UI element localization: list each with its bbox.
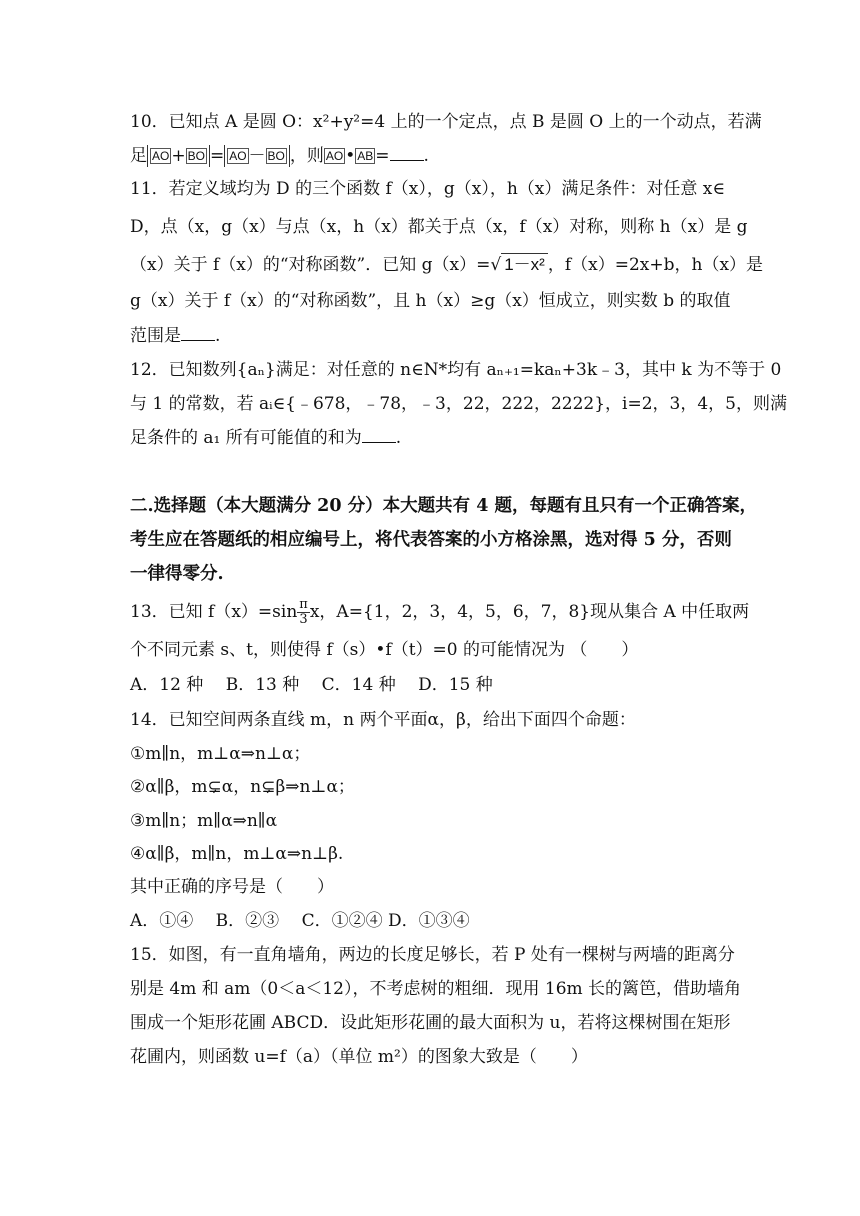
section-heading-line-3: 一律得零分. [130,564,224,584]
q13-line-1 [130,598,749,627]
q13-text: x，A={1，2，3，4，5，6，7，8}现从集合 A 中任取两 [309,602,750,622]
section-heading-line-2: 考生应在答题纸的相应编号上，将代表答案的小方格涂黑，选对得 5 分，否则 [130,530,732,550]
q11-line-1: 11．若定义域均为 D 的三个函数 f（x），g（x），h（x）满足条件：对任意 x∈ [130,179,725,199]
q14-proposition-2: ②α∥β，m⊊α，n⊊β⇒n⊥α； [130,777,355,797]
answer-blank [390,146,424,161]
vector-ao: AO [152,149,170,163]
vector-ao: AO [229,149,247,163]
q13-line-2: 个不同元素 s、t，则使得 f（s）•f（t）=0 的可能情况为 （ ） [130,640,639,660]
q12-line-1: 12．已知数列{aₙ}满足：对任意的 n∈N*均有 aₙ₊₁=kaₙ+3k﹣3，其中 k 为不等于 0 [130,360,782,380]
sqrt-expression: 1－x² [501,253,548,276]
q11-line-3 [130,253,763,276]
q12-line-3: 足条件的 a₁ 所有可能值的和为 . [130,428,402,448]
q12-line-2: 与 1 的常数，若 aᵢ∈{﹣678，﹣78，﹣3，22，222，2222}，i=2，3，4，5，则满 [130,394,787,414]
q13-text: 13．已知 f（x）=sin [130,602,298,622]
q15-line-1: 15．如图，有一直角墙角，两边的长度足够长，若 P 处有一棵树与两墙的距离分 [130,945,735,965]
q14-proposition-1: ①m∥n，m⊥α⇒n⊥α； [130,744,311,764]
q15-line-2: 别是 4m 和 am（0＜a＜12），不考虑树的粗细．现用 16m 长的篱笆，借助墙角 [130,979,742,999]
vector-bo: BO [267,149,285,163]
q11-text: 范围是 [130,326,181,346]
section-heading-line-1: 二.选择题（本大题满分 20 分）本大题共有 4 题，每题有且只有一个正确答案， [130,496,757,516]
q11-line-5: 范围是 . [130,326,221,346]
q10-line-2: 足 AO + BO = AO － BO ，则 AO • AB = . [130,146,429,166]
q10-abs-diff: AO － BO [224,145,290,167]
q14-options: A．①④ B．②③ C．①②④ D．①③④ [130,911,470,931]
q10-abs-sum: AO + BO [147,145,210,167]
vector-ao: AO [325,149,344,163]
vector-ab: AB [357,149,374,163]
sqrt-sign-icon: √ [490,255,502,275]
q14-proposition-4: ④α∥β，m∥n，m⊥α⇒n⊥β. [130,844,344,864]
q10-text: 足 [130,146,147,166]
q11-text: （x）关于 f（x）的“对称函数”．已知 g（x）= [130,255,491,275]
q11-line-2: D，点（x，g（x）与点（x，h（x）都关于点（x，f（x）对称，则称 h（x）是 g [130,217,748,237]
q15-line-4: 花圃内，则函数 u=f（a）（单位 m²）的图象大致是（ ） [130,1047,588,1067]
q12-text: 足条件的 a₁ 所有可能值的和为 [130,428,362,448]
answer-blank [181,326,215,341]
vector-bo: BO [187,149,205,163]
q10-text: = [375,146,390,166]
q11-line-4: g（x）关于 f（x）的“对称函数”，且 h（x）≥g（x）恒成立，则实数 b 的取值 [130,291,731,311]
fraction-numerator: π [299,597,308,612]
q15-line-3: 围成一个矩形花圃 ABCD．设此矩形花圃的最大面积为 u，若将这棵树围在矩形 [130,1013,731,1033]
q11-text: ，f（x）=2x+b，h（x）是 [547,255,764,275]
q14-question: 其中正确的序号是（ ） [130,877,334,897]
q14-line-1: 14．已知空间两条直线 m，n 两个平面α，β，给出下面四个命题： [130,710,636,730]
q14-proposition-3: ③m∥n；m∥α⇒n∥α [130,811,278,831]
q10-text: ，则 [289,146,324,166]
fraction-denominator: 3 [299,612,308,627]
q13-options: A．12 种 B．13 种 C．14 种 D．15 种 [130,675,493,695]
fraction-pi-over-3 [297,598,310,627]
q10-line-1: 10．已知点 A 是圆 O：x²+y²=4 上的一个定点，点 B 是圆 O 上的一个动点，若满 [130,112,762,132]
answer-blank [362,428,396,443]
